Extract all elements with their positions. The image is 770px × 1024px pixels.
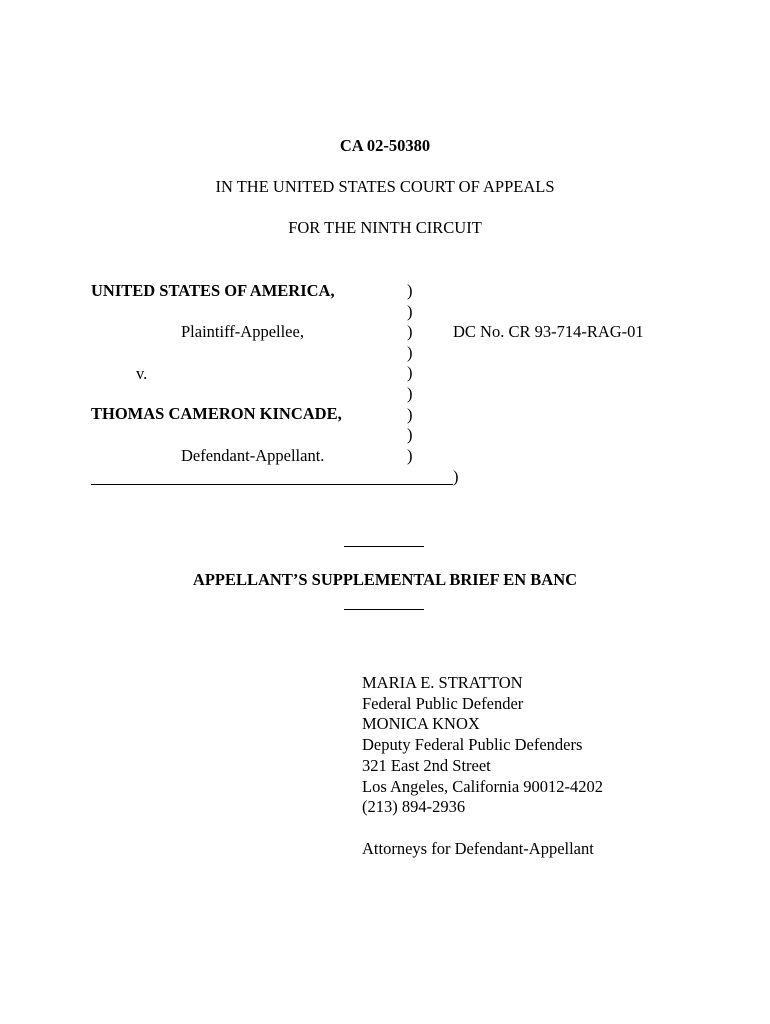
attorneys-for: Attorneys for Defendant-Appellant	[362, 839, 594, 858]
paren-mark: )	[407, 322, 413, 342]
paren-mark: )	[407, 404, 413, 424]
brief-title: APPELLANT’S SUPPLEMENTAL BRIEF EN BANC	[192, 570, 578, 589]
counsel-line: Deputy Federal Public Defenders	[362, 735, 583, 755]
paren-mark: )	[407, 281, 413, 300]
counsel-line: MONICA KNOX	[362, 714, 480, 734]
paren-mark: )	[407, 445, 413, 465]
plaintiff-role: Plaintiff-Appellee,	[181, 322, 304, 341]
district-case-number: DC No. CR 93-714-RAG-01	[453, 322, 644, 341]
caption-rule	[91, 466, 453, 485]
counsel-line: MARIA E. STRATTON	[362, 673, 523, 692]
paren-mark: )	[407, 425, 413, 445]
counsel-line: 321 East 2nd Street	[362, 755, 491, 775]
title-rule-bottom	[344, 601, 424, 610]
versus-label: v.	[136, 364, 148, 383]
title-rule-top	[344, 538, 424, 547]
plaintiff-name: UNITED STATES OF AMERICA,	[91, 281, 335, 300]
circuit-name: FOR THE NINTH CIRCUIT	[288, 218, 482, 237]
counsel-block	[362, 673, 603, 818]
caption-paren-column	[407, 281, 417, 466]
court-name: IN THE UNITED STATES COURT OF APPEALS	[215, 177, 555, 196]
paren-mark: )	[407, 383, 413, 403]
paren-mark: )	[407, 363, 413, 383]
counsel-line: Federal Public Defender	[362, 693, 524, 713]
caption-final-paren: )	[453, 467, 459, 486]
case-number: CA 02-50380	[339, 136, 431, 155]
defendant-role: Defendant-Appellant.	[181, 446, 325, 465]
paren-mark: )	[407, 342, 413, 362]
paren-mark: )	[407, 301, 413, 321]
defendant-name: THOMAS CAMERON KINCADE,	[91, 404, 342, 423]
counsel-line: Los Angeles, California 90012-4202	[362, 776, 604, 796]
counsel-line: (213) 894-2936	[362, 797, 466, 817]
